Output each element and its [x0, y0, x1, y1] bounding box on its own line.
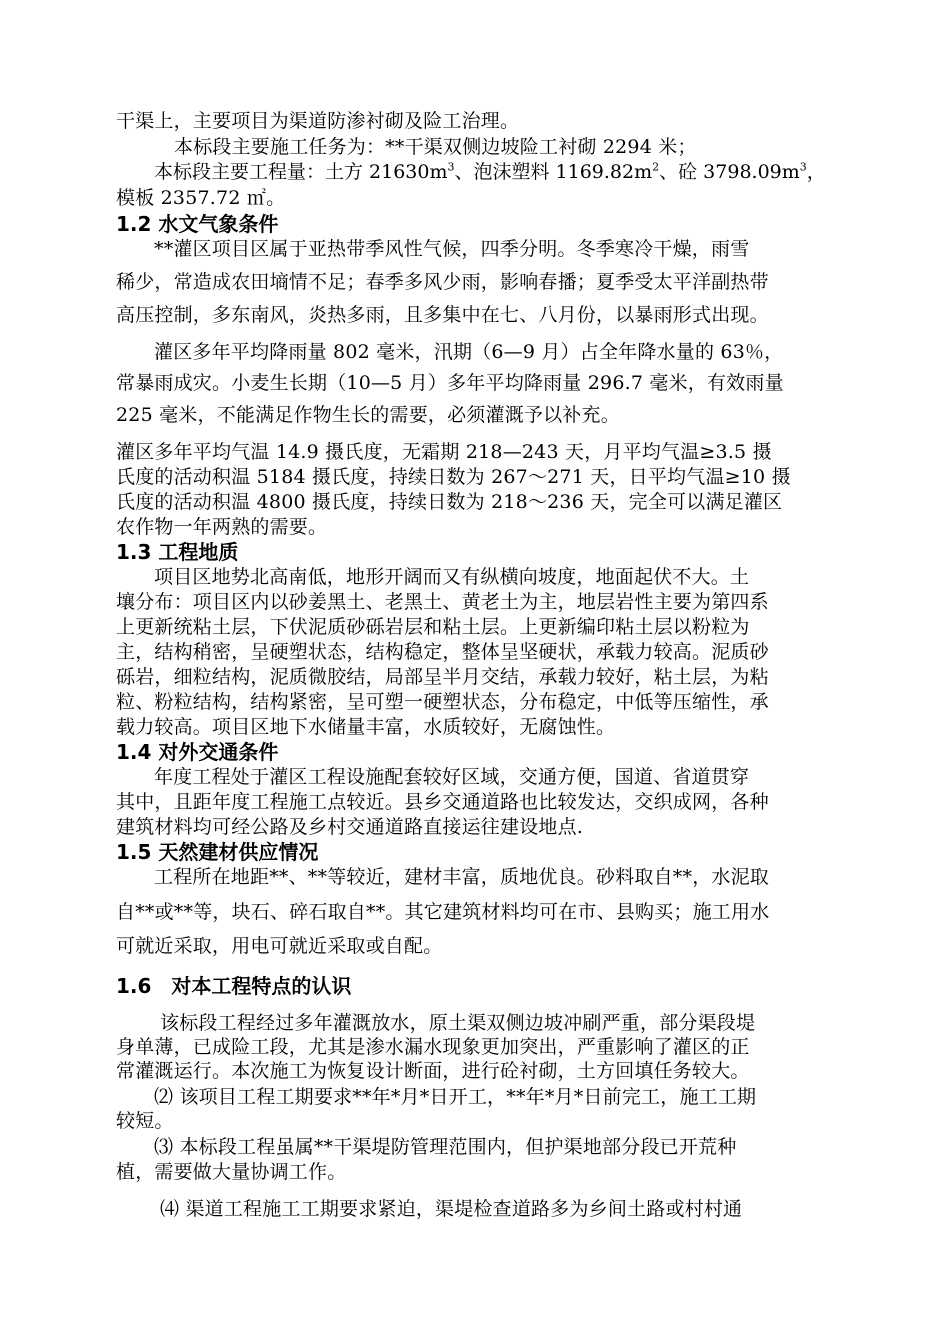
paragraph-line: 氏度的活动积温 4800 摄氏度，持续日数为 218～236 天，完全可以满足灌区 [116, 491, 783, 513]
paragraph-line: 上更新统粘土层，下伏泥质砂砾岩层和粘土层。上更新编印粘土层以粉粒为 [116, 616, 750, 638]
paragraph-line: ⑶ 本标段工程虽属**干渠堤防管理范围内，但护渠地部分段已开荒种 [154, 1136, 737, 1158]
paragraph-line: 稀少，常造成农田墒情不足；春季多风少雨，影响春播；夏季受太平洋副热带 [116, 271, 769, 293]
paragraph-line: 灌区多年平均降雨量 802 毫米，汛期（6—9 月）占全年降水量的 63％， [154, 341, 784, 363]
formwork-line: 模板 2357.72 ㎡。 [116, 187, 286, 209]
paragraph-line: 高压控制，多东南风，炎热多雨，且多集中在七、八月份，以暴雨形式出现。 [116, 304, 769, 326]
paragraph-line: 粒、粉粒结构，结构紧密，呈可塑一硬塑状态，分布稳定，中低等压缩性，承 [116, 691, 769, 713]
paragraph-line: 农作物一年两熟的需要。 [116, 516, 328, 538]
paragraph-line: 壤分布：项目区内以砂姜黑土、老黑土、黄老土为主，地层岩性主要为第四系 [116, 591, 769, 613]
paragraph-line: 植，需要做大量协调工作。 [116, 1161, 347, 1183]
paragraph-line: 建筑材料均可经公路及乡村交通道路直接运往建设地点. [116, 816, 584, 838]
section-heading-1-2: 1.2 水文气象条件 [116, 212, 279, 236]
paragraph-line: 可就近采取，用电可就近采取或自配。 [116, 935, 443, 957]
paragraph-line: 砾岩，细粒结构，泥质微胶结，局部呈半月交结，承载力较好，粘土层，为粘 [116, 666, 769, 688]
section-heading-1-4: 1.4 对外交通条件 [116, 740, 279, 764]
section-heading-1-6: 1.6 对本工程特点的认识 [116, 974, 352, 998]
paragraph-line: 项目区地势北高南低，地形开阔而又有纵横向坡度，地面起伏不大。土 [154, 566, 750, 588]
paragraph-line: 该标段工程经过多年灌溉放水，原土渠双侧边坡冲刷严重，部分渠段堤 [160, 1012, 756, 1034]
paragraph-line: **灌区项目区属于亚热带季风性气候，四季分明。冬季寒冷干燥，雨雪 [154, 238, 750, 260]
paragraph-line: ⑷ 渠道工程施工工期要求紧迫，渠堤检查道路多为乡间土路或村村通 [160, 1198, 743, 1220]
paragraph-line: 载力较高。项目区地下水储量丰富，水质较好，无腐蚀性。 [116, 716, 616, 738]
paragraph-line: 灌区多年平均气温 14.9 摄氏度，无霜期 218—243 天，月平均气温≥3.5 摄 [116, 441, 772, 463]
paragraph-line: 常灌溉运行。本次施工为恢复设计断面，进行砼衬砌，土方回填任务较大。 [116, 1060, 750, 1082]
paragraph-line: 氏度的活动积温 5184 摄氏度，持续日数为 267～271 天，日平均气温≥10 摄 [116, 466, 791, 488]
paragraph-line: 身单薄，已成险工段，尤其是渗水漏水现象更加突出，严重影响了灌区的正 [116, 1036, 750, 1058]
paragraph-line: 自**或**等，块石、碎石取自**。其它建筑材料均可在市、县购买；施工用水 [116, 901, 770, 923]
paragraph-line: 年度工程处于灌区工程设施配套较好区域，交通方便，国道、省道贯穿 [154, 766, 750, 788]
quantity-line: 本标段主要工程量：土方 $21630m^3$、泡沫塑料 $1169.82m^2$、砼 $3798.09m^3$， [154, 160, 826, 183]
paragraph-line: 常暴雨成灾。小麦生长期（10—5 月）多年平均降雨量 296.7 毫米，有效雨量 [116, 372, 784, 394]
paragraph-line: 其中，且距年度工程施工点较近。县乡交通道路也比较发达，交织成网，各种 [116, 791, 769, 813]
task-line: 本标段主要施工任务为：**干渠双侧边坡险工衬砌 2294 米； [174, 136, 697, 158]
section-heading-1-3: 1.3 工程地质 [116, 540, 239, 564]
paragraph-line: ⑵ 该项目工程工期要求**年*月*日开工，**年*月*日前完工，施工工期 [154, 1086, 757, 1108]
intro-line: 干渠上，主要项目为渠道防渗衬砌及险工治理。 [116, 110, 520, 132]
section-heading-1-5: 1.5 天然建材供应情况 [116, 840, 319, 864]
paragraph-line: 225 毫米，不能满足作物生长的需要，必须灌溉予以补充。 [116, 404, 620, 426]
paragraph-line: 较短。 [116, 1110, 174, 1132]
paragraph-line: 主，结构稍密，呈硬塑状态，结构稳定，整体呈坚硬状，承载力较高。泥质砂 [116, 641, 769, 663]
paragraph-line: 工程所在地距**、**等较近，建材丰富，质地优良。砂料取自**，水泥取 [154, 866, 770, 888]
